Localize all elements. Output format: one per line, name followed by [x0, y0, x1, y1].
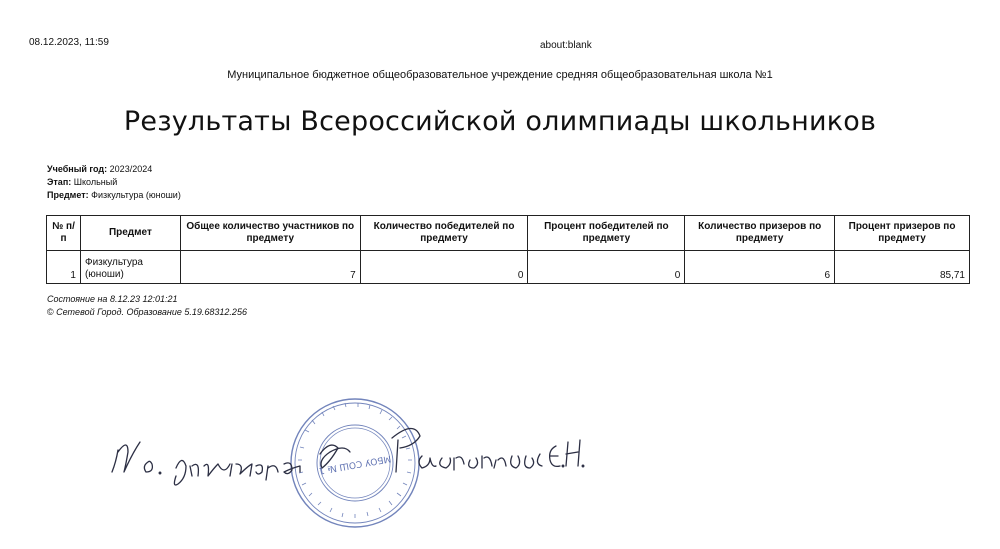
meta-year — [47, 163, 181, 176]
header-number: № п/п — [47, 216, 81, 251]
meta-stage — [47, 176, 181, 189]
stamp-center-text: МБОУ СОШ № 1 — [317, 452, 392, 476]
header-winners-percent: Процент победителей по предмету — [528, 216, 685, 251]
status-line: Состояние на 8.12.23 12:01:21 — [47, 294, 178, 304]
table-header-row — [47, 216, 970, 251]
meta-subject — [47, 189, 181, 202]
meta-subject-label: Предмет: — [47, 190, 89, 200]
copyright-line — [47, 306, 247, 319]
footer — [47, 293, 247, 319]
header-total-participants: Общее количество участников по предмету — [180, 216, 360, 251]
page-title: Результаты Всероссийской олимпиады школьников — [123, 106, 877, 137]
cell-total-participants: 7 — [180, 251, 360, 284]
header-subject: Предмет — [80, 216, 180, 251]
school-name: Муниципальное бюджетное общеобразовательное учреждение средняя общеобразовательная школа №1 — [227, 69, 773, 81]
print-datetime: 08.12.2023, 11:59 — [29, 37, 109, 48]
cell-winners-count: 0 — [360, 251, 528, 284]
cell-winners-percent: 0 — [528, 251, 685, 284]
meta-subject-value: Физкультура (юноши) — [91, 190, 181, 200]
copyright-symbol: © — [47, 307, 54, 317]
signature-text: И.о. директора Пасленикова Е.Н. — [0, 380, 16, 381]
header-winners-count: Количество победителей по предмету — [360, 216, 528, 251]
meta-year-value: 2023/2024 — [109, 164, 153, 174]
meta-block — [47, 163, 181, 202]
signature-area — [0, 380, 1000, 549]
print-url: about:blank — [540, 40, 592, 51]
table-row — [47, 251, 970, 284]
meta-stage-label: Этап: — [47, 177, 72, 187]
cell-subject: Физкультура (юноши) — [80, 251, 180, 284]
handwritten-signature — [112, 428, 584, 485]
cell-prizewinners-count: 6 — [685, 251, 835, 284]
meta-stage-value: Школьный — [73, 177, 118, 187]
signature-and-stamp — [0, 380, 1000, 549]
results-table — [46, 215, 970, 284]
cell-prizewinners-percent: 85,71 — [835, 251, 970, 284]
meta-year-label: Учебный год: — [47, 164, 108, 174]
header-prizewinners-count: Количество призеров по предмету — [685, 216, 835, 251]
copyright-text: Сетевой Город. Образование 5.19.68312.256 — [56, 307, 247, 317]
cell-number: 1 — [47, 251, 81, 284]
header-prizewinners-percent: Процент призеров по предмету — [835, 216, 970, 251]
